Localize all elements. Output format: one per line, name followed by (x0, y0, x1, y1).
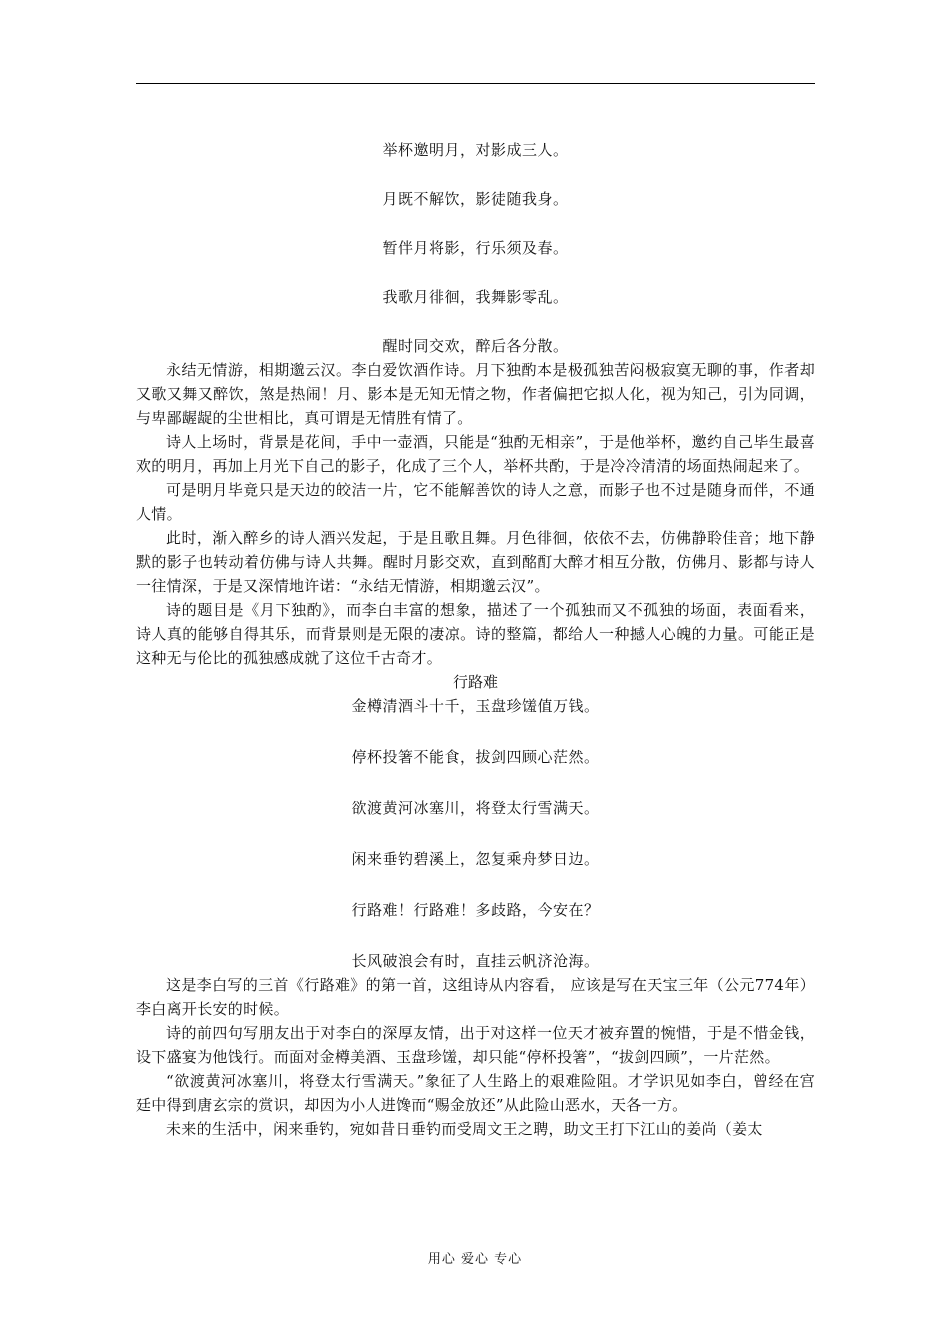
poem-xinglu-nan (136, 694, 815, 973)
paragraph: “欲渡黄河冰塞川，将登太行雪满天。”象征了人生路上的艰难险阻。才学识见如李白，曾经在宫廷中得到唐玄宗的赏识，却因为小人进馋而“赐金放还”从此险山恶水，天各一方。 (136, 1072, 815, 1114)
poem-line: 月既不解饮，影徒随我身。 (382, 190, 569, 208)
paragraph: 诗的题目是《月下独酌》，而李白丰富的想象，描述了一个孤独而又不孤独的场面，表面看来，诗人真的能够自得其乐，而背景则是无限的凄凉。诗的整篇，都给人一种撼人心魄的力量。可能正是这种无与伦比的孤独感成就了这位千古奇才。 (136, 601, 815, 667)
page-footer: 用心 爱心 专心 (427, 1252, 523, 1267)
poem-line: 醒时同交欢，醉后各分散。 (382, 337, 569, 355)
paragraph: 此时，渐入醉乡的诗人酒兴发起，于是且歌且舞。月色徘徊，依依不去，仿佛静聆佳音；地下静默的影子也转动着仿佛与诗人共舞。醒时月影交欢，直到酩酊大醉才相互分散，仿佛月、影都与诗人一往情深，于是又深情地许诺：“永结无情游，相期邈云汉”。 (136, 529, 815, 595)
poem-line: 举杯邀明月，对影成三人。 (382, 141, 569, 159)
poem-line: 行路难！行路难！多歧路，今安在？ (351, 901, 600, 919)
paragraph: 诗人上场时，背景是花间，手中一壶酒，只能是“独酌无相亲”，于是他举杯，邀约自己毕生最喜欢的明月，再加上月光下自己的影子，化成了三个人，举杯共酌，于是冷冷清清的场面热闹起来了。 (136, 433, 815, 475)
header-rule (136, 83, 815, 84)
poem-line: 闲来垂钓碧溪上，忽复乘舟梦日边。 (351, 850, 600, 868)
commentary-1 (136, 358, 815, 670)
poem-line: 欲渡黄河冰塞川，将登太行雪满天。 (351, 799, 600, 817)
paragraph: 这是李白写的三首《行路难》的第一首，这组诗从内容看， 应该是写在天宝三年（公元774年）李白离开长安的时候。 (136, 976, 815, 1018)
poem-line: 长风破浪会有时，直挂云帆济沧海。 (351, 952, 600, 970)
document-body (136, 138, 815, 1141)
paragraph: 未来的生活中，闲来垂钓，宛如昔日垂钓而受周文王之聘，助文王打下江山的姜尚（姜太 (166, 1120, 763, 1138)
poem-line: 停杯投箸不能食，拔剑四顾心茫然。 (351, 748, 600, 766)
poem-title: 行路难 (452, 673, 498, 691)
poem-yuexia-duzhuo (136, 138, 815, 358)
commentary-2 (136, 973, 815, 1141)
paragraph: 永结无情游，相期邈云汉。李白爱饮酒作诗。月下独酌本是极孤独苦闷极寂寞无聊的事，作者却又歌又舞又醉饮，煞是热闹！月、影本是无知无情之物，作者偏把它拟人化，视为知己，引为同调，与卑鄙龌龊的尘世相比，真可谓是无情胜有情了。 (136, 361, 815, 427)
poem-line: 金樽清酒斗十千，玉盘珍馐值万钱。 (351, 697, 600, 715)
poem-line: 我歌月徘徊，我舞影零乱。 (382, 288, 569, 306)
poem-line: 暂伴月将影，行乐须及春。 (382, 239, 569, 257)
paragraph: 诗的前四句写朋友出于对李白的深厚友情，出于对这样一位天才被弃置的惋惜，于是不惜金钱，设下盛宴为他饯行。而面对金樽美酒、玉盘珍馐，却只能“停杯投箸”，“拔剑四顾”，一片茫然。 (136, 1024, 815, 1066)
paragraph: 可是明月毕竟只是天边的皎洁一片，它不能解善饮的诗人之意，而影子也不过是随身而伴，不通人情。 (136, 481, 815, 523)
